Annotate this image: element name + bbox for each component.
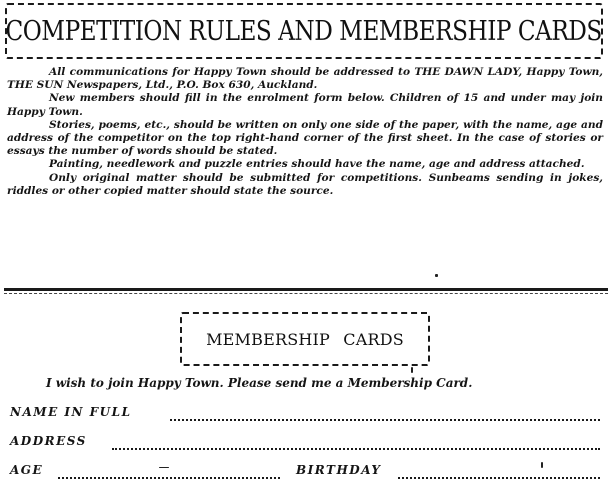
ink-speck [435, 274, 438, 277]
age-field-line[interactable] [58, 477, 280, 479]
membership-title-box [180, 312, 430, 366]
membership-title: MEMBERSHIP CARDS [206, 329, 404, 349]
rule-painting: Painting, needlework and puzzle entries should have the name, age and address attached. [49, 158, 585, 171]
birthday-field-label: BIRTHDAY [296, 463, 382, 477]
birthday-field-line[interactable] [398, 477, 600, 479]
address-field-line[interactable] [112, 448, 600, 450]
age-field-label: AGE [10, 463, 44, 477]
section-divider [4, 288, 608, 291]
rule-communications: All communications for Happy Town should be addressed to THE DAWN LADY, Happy Town, THE SUN Newspapers, Ltd., P.O. Box 630, Auckland. [7, 66, 603, 92]
membership-request: I wish to join Happy Town. Please send me a Membership Card. [46, 376, 473, 390]
address-field-label: ADDRESS [10, 434, 87, 448]
page-title: COMPETITION RULES AND MEMBERSHIP CARDS [5, 15, 603, 47]
rule-original-matter: Only original matter should be submitted for competitions. Sunbeams sending in jokes, riddles or other copied matter should state the source. [7, 171, 603, 197]
name-field-label: NAME IN FULL [10, 405, 132, 419]
name-field-line[interactable] [170, 419, 600, 421]
rules-section [7, 66, 603, 198]
ink-speck [541, 462, 543, 468]
section-divider-thin [4, 293, 608, 294]
ink-speck [411, 367, 413, 373]
rule-stories: Stories, poems, etc., should be written on only one side of the paper, with the name, age and address of the competitor on the top right-hand corner of the first sheet. In the case of stories or essays the number of words should be stated. [7, 118, 603, 158]
rule-new-members: New members should fill in the enrolment form below. Children of 15 and under may join Happy Town. [7, 92, 603, 118]
title-box [5, 3, 603, 59]
ink-speck [159, 467, 169, 468]
